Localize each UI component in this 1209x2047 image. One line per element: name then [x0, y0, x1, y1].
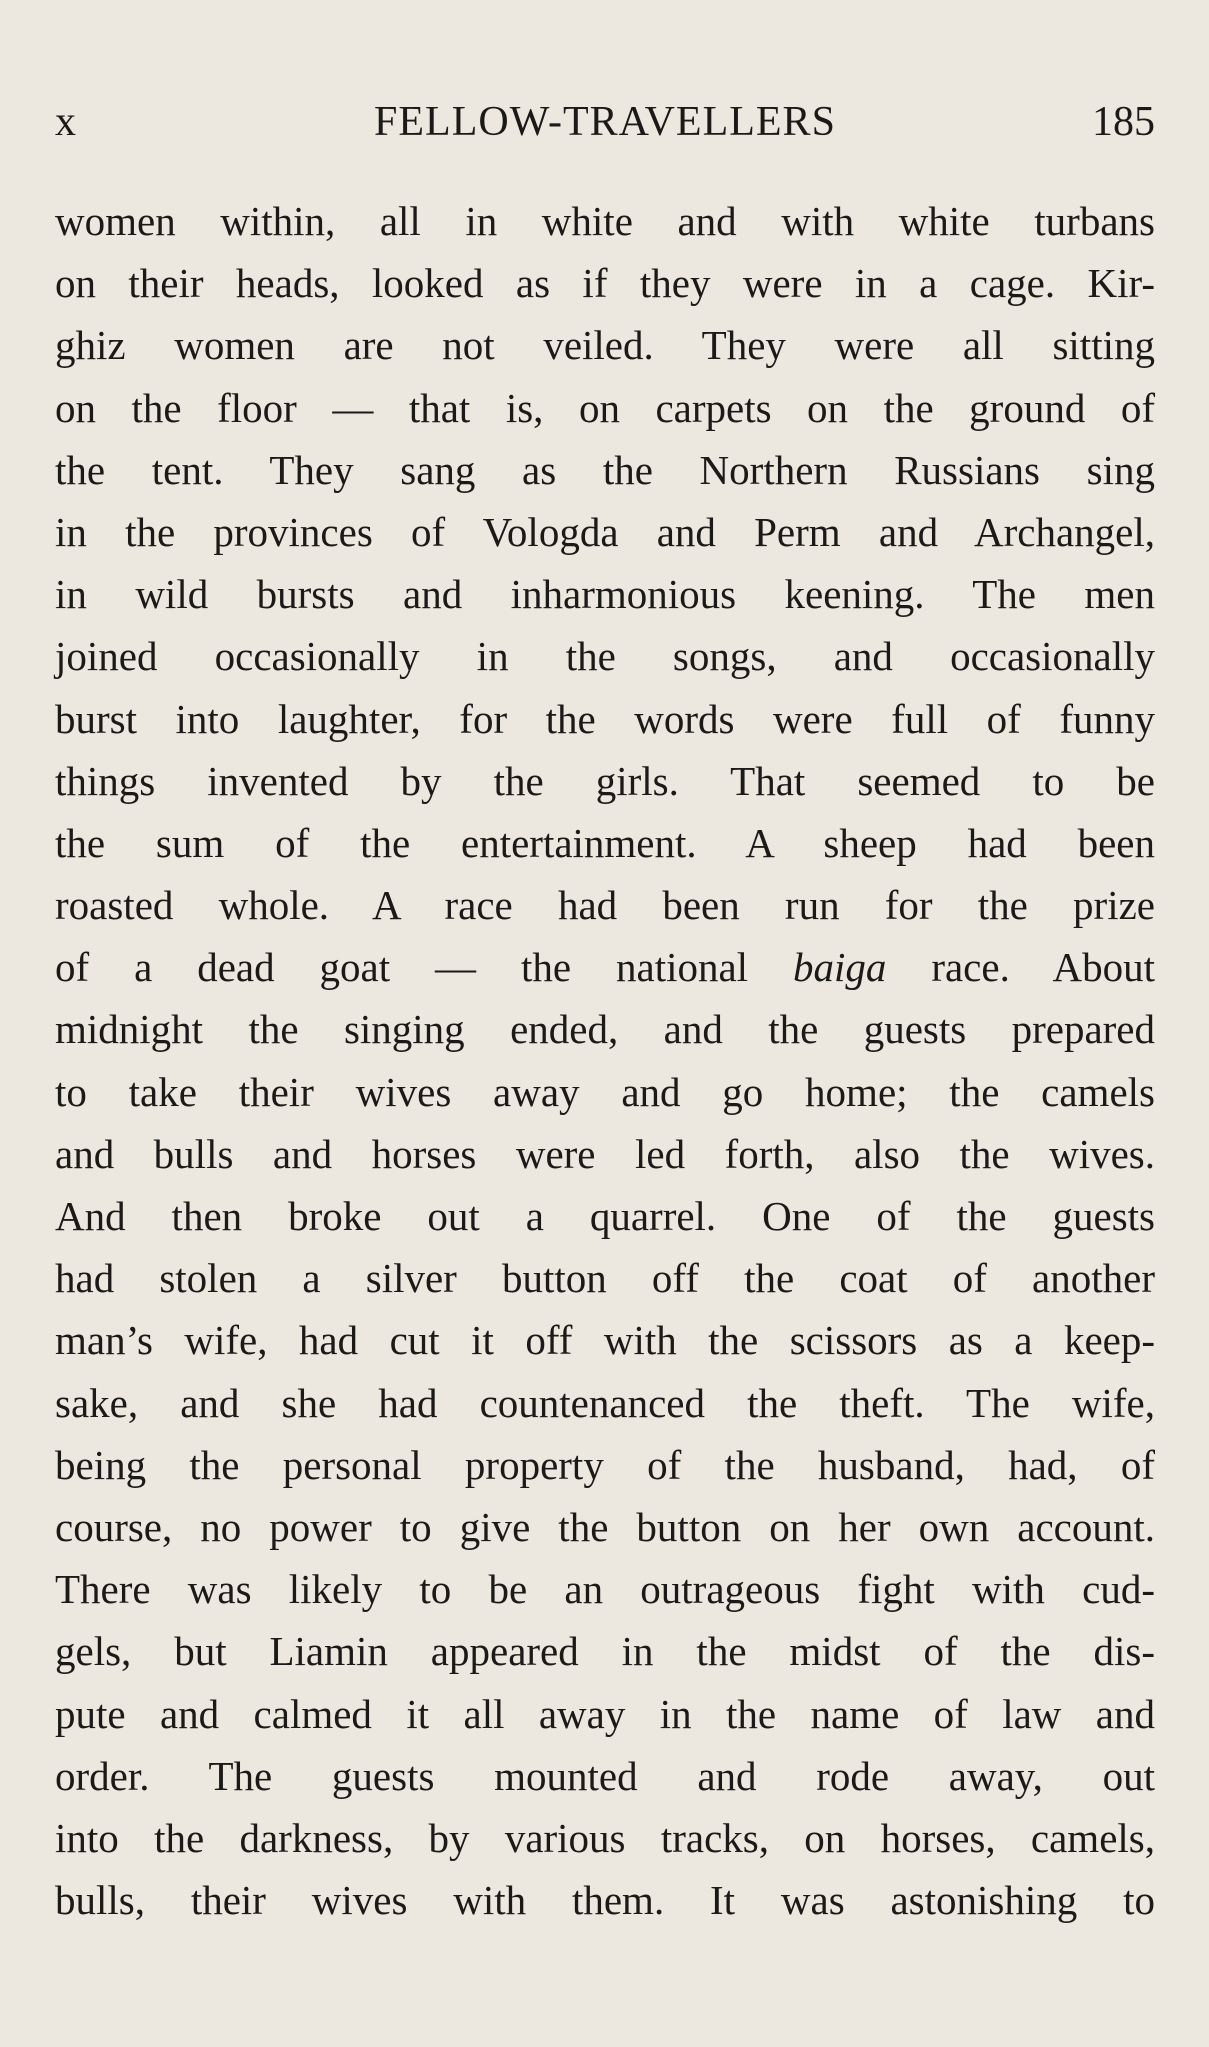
running-head	[55, 92, 1155, 152]
text-segment: gels, but Liamin appeared in the midst of the dis-	[55, 1628, 1155, 1675]
text-line	[55, 625, 1155, 687]
text-segment: joined occasionally in the songs, and occasionally	[55, 633, 1155, 680]
text-segment: things invented by the girls. That seemed to be	[55, 757, 1155, 804]
text-segment: ghiz women are not veiled. They were all sitting	[55, 322, 1155, 369]
text-segment: pute and calmed it all away in the name of law and	[55, 1690, 1155, 1737]
text-segment: in wild bursts and inharmonious keening. The men	[55, 571, 1155, 618]
text-segment: of a dead goat — the national	[55, 944, 793, 991]
text-segment: order. The guests mounted and rode away, out	[55, 1752, 1155, 1799]
text-segment: midnight the singing ended, and the guests prepared	[55, 1006, 1155, 1053]
text-line	[55, 812, 1155, 874]
italic-word: baiga	[793, 944, 887, 991]
text-segment: bulls, their wives with them. It was astonishing to	[55, 1877, 1155, 1924]
text-segment: the tent. They sang as the Northern Russians sing	[55, 446, 1155, 493]
text-line	[55, 936, 1155, 998]
text-line	[55, 314, 1155, 376]
text-line	[55, 377, 1155, 439]
text-line	[55, 1620, 1155, 1682]
text-line	[55, 1061, 1155, 1123]
text-segment: being the personal property of the husband, had, of	[55, 1441, 1155, 1488]
text-segment: man’s wife, had cut it off with the scissors as a keep-	[55, 1317, 1155, 1364]
text-segment: And then broke out a quarrel. One of the guests	[55, 1193, 1155, 1239]
text-line	[55, 439, 1155, 501]
text-segment: and bulls and horses were led forth, also the wives.	[55, 1130, 1155, 1177]
text-segment: on the floor — that is, on carpets on the ground of	[55, 384, 1155, 431]
text-line	[55, 1745, 1155, 1807]
text-segment: roasted whole. A race had been run for the prize	[55, 882, 1155, 929]
text-line	[55, 1558, 1155, 1620]
text-line	[55, 750, 1155, 812]
text-line	[55, 1185, 1155, 1247]
text-line	[55, 1309, 1155, 1371]
text-line	[55, 501, 1155, 563]
text-segment: had stolen a silver button off the coat of another	[55, 1255, 1155, 1302]
text-line	[55, 1683, 1155, 1745]
text-line	[55, 688, 1155, 750]
page-number: 185	[1092, 99, 1155, 145]
text-segment: burst into laughter, for the words were full of funny	[55, 695, 1155, 742]
text-segment: into the darkness, by various tracks, on horses, camels,	[55, 1814, 1155, 1861]
text-segment: course, no power to give the button on her own account.	[55, 1503, 1155, 1550]
text-line	[55, 190, 1155, 252]
text-segment: in the provinces of Vologda and Perm and Archangel,	[55, 508, 1155, 555]
text-line	[55, 563, 1155, 625]
text-segment: to take their wives away and go home; the camels	[55, 1068, 1155, 1115]
body-text	[55, 190, 1155, 1931]
text-line	[55, 252, 1155, 314]
text-line	[55, 998, 1155, 1060]
text-line	[55, 1807, 1155, 1869]
running-title: FELLOW-TRAVELLERS	[374, 99, 836, 145]
text-segment: There was likely to be an outrageous fight with cud-	[55, 1566, 1155, 1613]
chapter-number: x	[55, 99, 76, 145]
text-segment: sake, and she had countenanced the theft. The wife,	[55, 1379, 1155, 1426]
text-line	[55, 1372, 1155, 1434]
text-line	[55, 1496, 1155, 1558]
text-segment: women within, all in white and with white turbans	[55, 198, 1155, 244]
text-line	[55, 1869, 1155, 1931]
text-segment: the sum of the entertainment. A sheep had been	[55, 819, 1155, 866]
text-segment: on their heads, looked as if they were in a cage. Kir-	[55, 260, 1155, 307]
text-line	[55, 1247, 1155, 1309]
text-line	[55, 1434, 1155, 1496]
text-line	[55, 1123, 1155, 1185]
text-segment: race. About	[886, 944, 1155, 991]
text-line	[55, 874, 1155, 936]
